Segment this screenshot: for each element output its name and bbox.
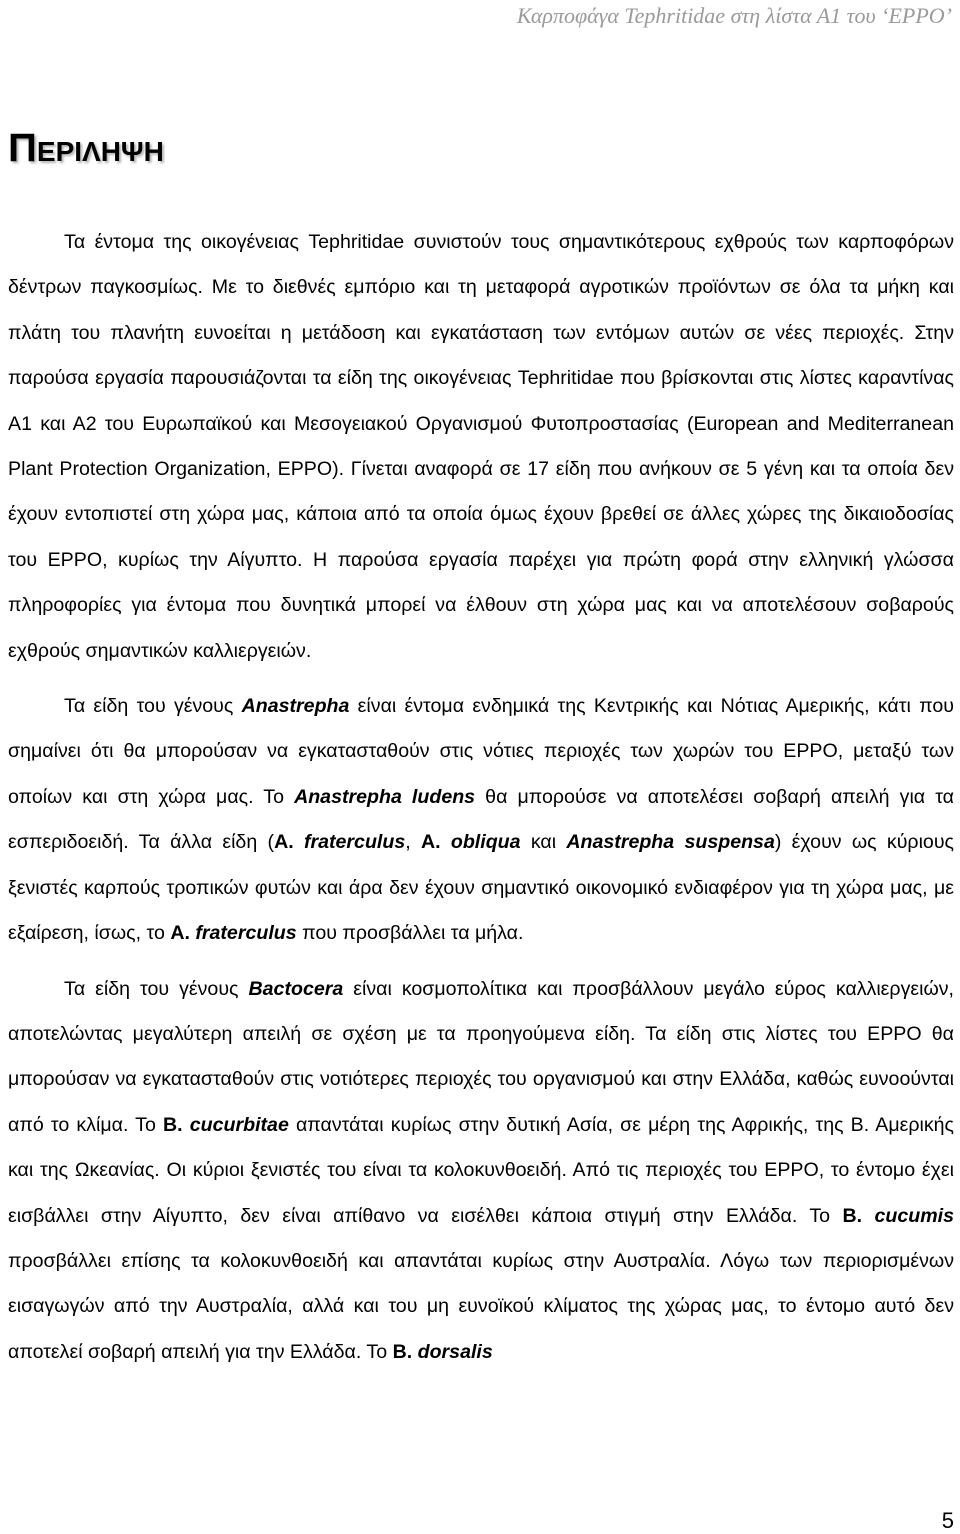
abstract-paragraph	[8, 220, 954, 674]
text-run: Τα είδη του γένους	[64, 695, 242, 718]
text-run: είναι κοσμοπολίτικα και προσβάλλουν μεγάλο εύρος καλλιεργειών, αποτελώντας μεγαλύτερη απειλή σε σχέση με τα προηγούμενα είδη. Τα είδη στις λίστες του EPPO θα μπορούσαν να εγκατασταθούν στις νοτιότερες περιοχές του οργανισμού και στην Ελλάδα, καθώς ευνοούνται από το κλίμα. Το	[8, 977, 954, 1136]
text-run: ) έχουν ως κύριους ξενιστές καρπούς τροπικών φυτών και άρα δεν έχουν σημαντικό οικονομικό ενδιαφέρον για τη χώρα μας, με εξαίρεση, ίσως, το	[8, 831, 954, 945]
emphasized-term: A.	[274, 831, 294, 854]
abstract-paragraph	[8, 684, 954, 956]
text-run: και	[520, 831, 567, 854]
running-header: Καρποφάγα Tephritidae στη λίστα Α1 του ‘EPPO’	[516, 3, 952, 28]
emphasized-term: cucumis	[874, 1204, 954, 1227]
emphasized-term: Anastrepha ludens	[294, 785, 476, 808]
emphasized-term: B.	[163, 1113, 183, 1136]
emphasized-term: Anastrepha suspensa	[566, 831, 775, 854]
text-run: είναι έντομα ενδημικά της Κεντρικής και Νότιας Αμερικής, κάτι που σημαίνει ότι θα μπορούσαν να εγκατασταθούν στις νότιες περιοχές των χωρών του EPPO, μεταξύ των οποίων και στη χώρα μας. Το	[8, 695, 954, 808]
text-run: προσβάλλει επίσης τα κολοκυνθοειδή και απαντάται κυρίως στην Αυστραλία. Λόγω των περιορισμένων εισαγωγών από την Αυστραλία, αλλά και του μη ευνοϊκού κλίματος της χώρας μας, το έντομο αυτό δεν αποτελεί σοβαρή απειλή για την Ελλάδα. Το	[8, 1249, 954, 1363]
text-run	[862, 1205, 874, 1227]
emphasized-term: Bactocera	[248, 977, 344, 1000]
text-run: Τα έντομα της οικογένειας Tephritidae συνιστούν τους σημαντικότερους εχθρούς των καρποφόρων δέντρων παγκοσμίως. Με το διεθνές εμπόριο και τη μεταφορά αγροτικών προϊόντων σε όλα τα μήκη και πλάτη του πλανήτη ευνοείται η μετάδοση και εγκατάσταση των εντόμων αυτών σε νέες περιοχές. Στην παρούσα εργασία παρουσιάζονται τα είδη της οικογένειας Tephritidae που βρίσκονται στις λίστες καραντίνας Α1 και Α2 του Ευρωπαϊκού και Μεσογειακού Οργανισμού Φυτοπροστασίας (European and Mediterranean Plant Protection Organization, EPPO). Γίνεται αναφορά σε 17 είδη που ανήκουν σε 5 γένη και τα οποία δεν έχουν εντοπιστεί στη χώρα μας, κάποια από τα οποία όμως έχουν βρεθεί σε άλλες χώρες της δικαιοδοσίας του EPPO, κυρίως την Αίγυπτο. Η παρούσα εργασία παρέχει για πρώτη φορά στην ελληνική γλώσσα πληροφορίες για έντομα που δυνητικά μπορεί να έλθουν στη χώρα μας και να αποτελέσουν σοβαρούς εχθρούς σημαντικών καλλιεργειών.	[8, 231, 954, 662]
page-number: 5	[941, 1508, 954, 1533]
emphasized-term: obliqua	[450, 831, 521, 854]
text-run: Τα είδη του γένους	[64, 977, 249, 1000]
text-run: που προσβάλλει τα μήλα.	[296, 922, 524, 945]
text-run	[441, 831, 451, 853]
emphasized-term: Anastrepha	[241, 695, 350, 718]
emphasized-term: B.	[842, 1204, 863, 1227]
emphasized-term: cucurbitae	[189, 1113, 289, 1136]
abstract-body	[8, 220, 954, 1375]
text-run	[183, 1114, 190, 1136]
text-run: θα μπορούσε να αποτελέσει σοβαρή απειλή για τα εσπεριδοειδή. Τα άλλα είδη (	[8, 785, 955, 854]
emphasized-term: A.	[170, 922, 190, 945]
emphasized-term: A.	[420, 831, 441, 854]
text-run: απαντάται κυρίως στην δυτική Ασία, σε μέρη της Αφρικής, της Β. Αμερικής και της Ωκεανίας. Οι κύριοι ξενιστές του είναι τα κολοκυνθοειδή. Από τις περιοχές του EPPO, το έντομο έχει εισβάλλει στην Αίγυπτο, δεν είναι απίθανο να εισέλθει κάποια στιγμή στην Ελλάδα. Το	[8, 1113, 954, 1227]
text-run	[294, 831, 304, 853]
emphasized-term: fraterculus	[195, 922, 297, 945]
section-title: Περιληψη	[8, 126, 164, 170]
abstract-paragraph	[8, 967, 954, 1376]
text-run: ,	[405, 831, 421, 854]
emphasized-term: B.	[392, 1340, 413, 1363]
emphasized-term: dorsalis	[417, 1340, 493, 1363]
emphasized-term: fraterculus	[303, 831, 406, 854]
